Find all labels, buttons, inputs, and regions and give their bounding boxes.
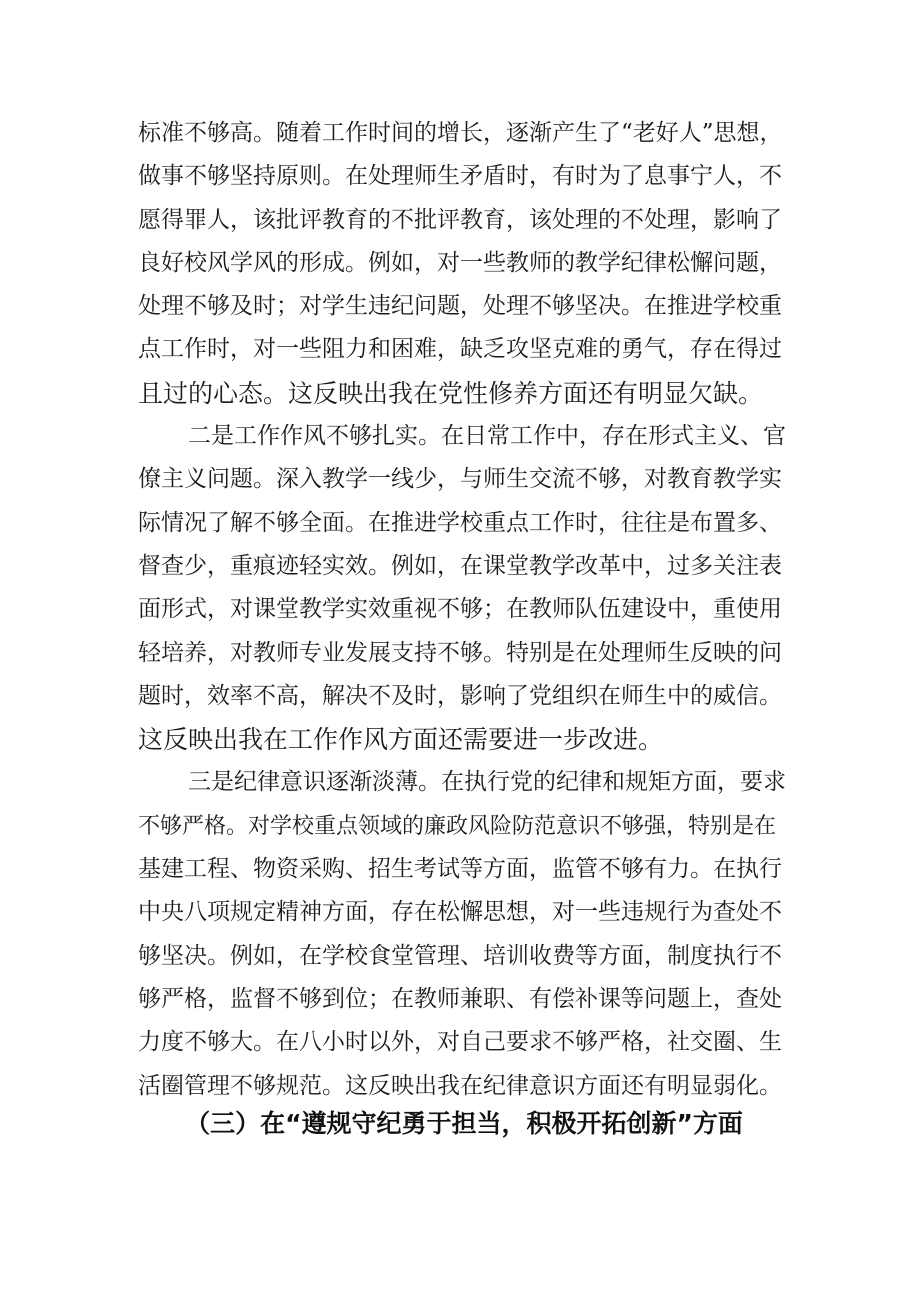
text-line: 且过的心态。这反映出我在党性修养方面还有明显欠缺。 [138, 378, 764, 408]
text-line: 基建工程、物资采购、招生考试等方面，监管不够有力。在执行 [138, 856, 782, 883]
text-line: 这反映出我在工作作风方面还需要进一步改进。 [138, 725, 664, 755]
text-line: 轻培养，对教师专业发展支持不够。特别是在处理师生反映的问 [138, 639, 782, 666]
text-line: 活圈管理不够规范。这反映出我在纪律意识方面还有明显弱化。 [138, 1072, 782, 1099]
body-text [138, 112, 790, 1108]
text-line: 不够严格。对学校重点领域的廉政风险防范意识不够强，特别是在 [138, 813, 777, 839]
text-line: 良好校风学风的形成。例如，对一些教师的教学纪律松懈问题， [138, 249, 782, 276]
text-line: 处理不够及时；对学生违纪问题，处理不够坚决。在推进学校重 [138, 293, 782, 320]
paragraph-first-line: 二是工作作风不够扎实。在日常工作中，存在形式主义、官 [188, 423, 786, 450]
section-heading: （三）在“遵规守纪勇于担当，积极开拓创新”方面 [185, 1109, 743, 1138]
text-line: 够坚决。例如，在学校食堂管理、培训收费等方面，制度执行不 [138, 942, 782, 969]
text-line: 力度不够大。在八小时以外，对自己要求不够严格，社交圈、生 [138, 1029, 782, 1056]
paragraph-first-line: 三是纪律意识逐渐淡薄。在执行党的纪律和规矩方面，要求 [188, 769, 786, 796]
text-line: 题时，效率不高，解决不及时，影响了党组织在师生中的威信。 [138, 682, 782, 709]
text-line: 够严格，监督不够到位；在教师兼职、有偿补课等问题上，查处 [138, 985, 782, 1012]
text-line: 标准不够高。随着工作时间的增长，逐渐产生了“老好人”思想， [138, 120, 783, 146]
text-line: 督查少，重痕迹轻实效。例如，在课堂教学改革中，过多关注表 [138, 552, 782, 579]
text-line: 面形式，对课堂教学实效重视不够；在教师队伍建设中，重使用 [138, 596, 782, 623]
text-line: 点工作时，对一些阻力和困难，缺乏攻坚克难的勇气，存在得过 [138, 336, 782, 363]
text-line: 愿得罪人，该批评教育的不批评教育，该处理的不处理，影响了 [138, 206, 782, 233]
text-line: 僚主义问题。深入教学一线少，与师生交流不够，对教育教学实 [138, 466, 782, 493]
text-line: 际情况了解不够全面。在推进学校重点工作时，往往是布置多、 [138, 509, 782, 536]
text-line: 中央八项规定精神方面，存在松懈思想，对一些违规行为查处不 [138, 899, 782, 926]
text-line: 做事不够坚持原则。在处理师生矛盾时，有时为了息事宁人，不 [138, 163, 782, 190]
